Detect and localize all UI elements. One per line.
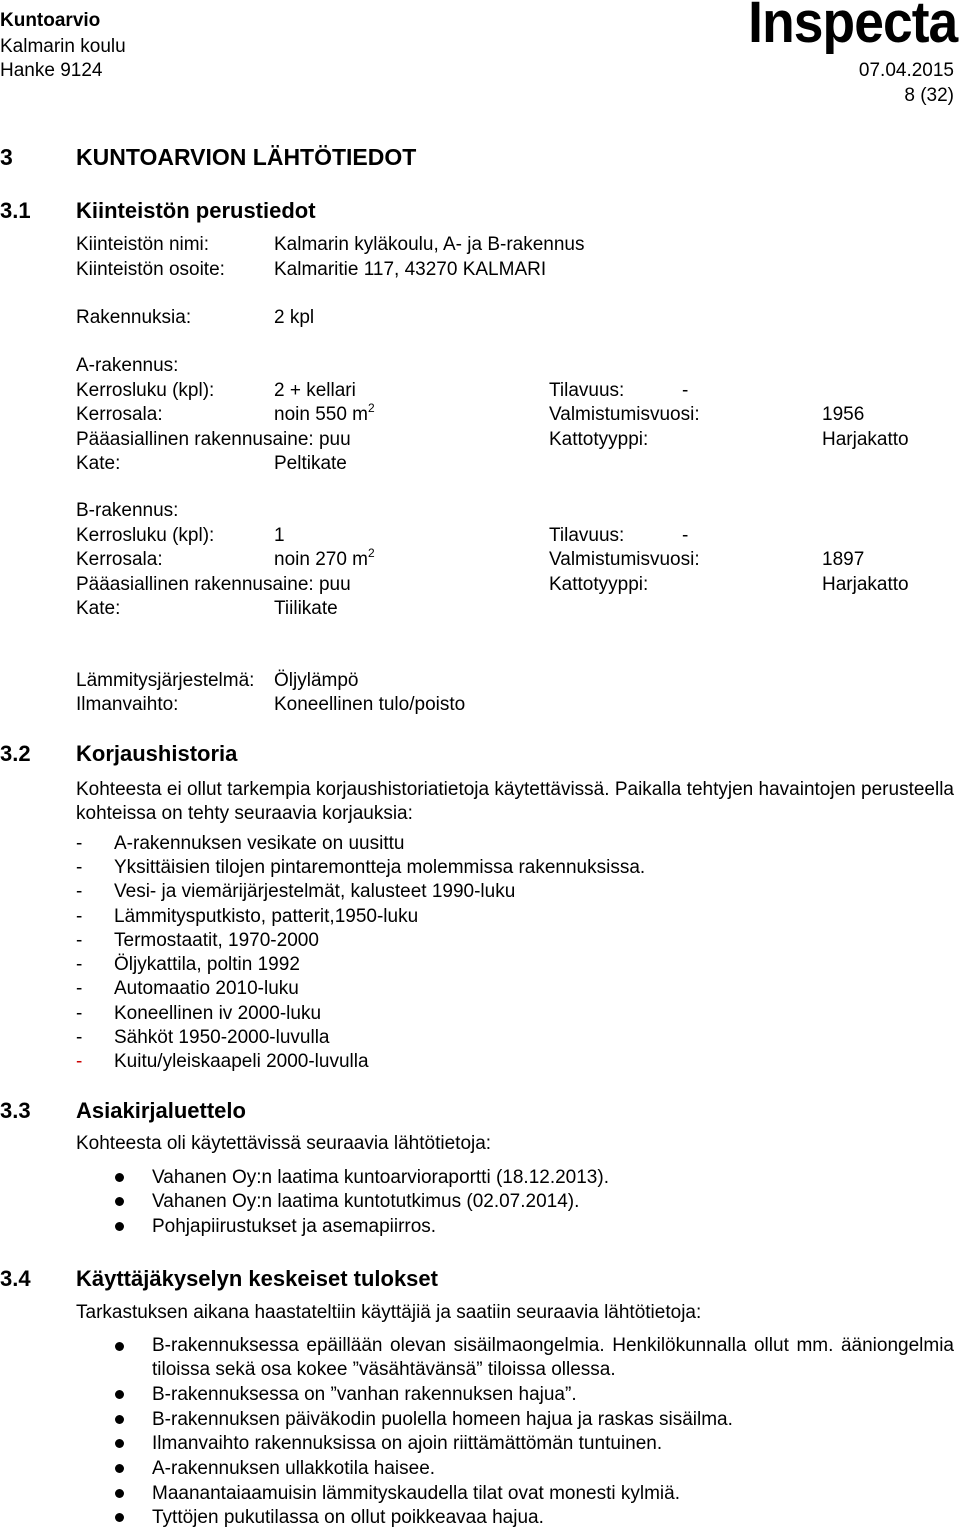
bullet-icon: [115, 1513, 124, 1522]
year-label: Valmistumisvuosi:: [549, 549, 700, 570]
list-item: [76, 930, 319, 951]
ventilation-label: Ilmanvaihto:: [76, 694, 179, 715]
material-label: Pääasiallinen rakennusaine: puu: [76, 574, 351, 595]
bullet-icon: [115, 1489, 124, 1498]
list-item: B-rakennuksessa on ”vanhan rakennuksen hajua”.: [152, 1384, 577, 1405]
buildings-label: Rakennuksia:: [76, 307, 192, 328]
roofing-value: Peltikate: [274, 453, 347, 474]
list-item: Vahanen Oy:n laatima kuntoarvioraportti (18.12.2013).: [152, 1167, 609, 1188]
roof-type-label: Kattotyyppi:: [549, 574, 649, 595]
survey-intro: Tarkastuksen aikana haastateltiin käyttäjiä ja saatiin seuraavia lähtötietoja:: [76, 1302, 702, 1323]
list-item: Pohjapiirustukset ja asemapiirros.: [152, 1216, 437, 1237]
list-item: [76, 857, 646, 878]
volume-label: Tilavuus:: [549, 380, 625, 401]
list-dash: -: [76, 857, 83, 878]
list-dash: -: [76, 833, 83, 854]
list-item: [76, 954, 300, 975]
roof-type-label: Kattotyyppi:: [549, 429, 649, 450]
repair-intro: Kohteesta ei ollut tarkempia korjaushistoriatietoja käytettävissä. Paikalla tehtyjen havaintojen perusteella kohteissa on tehty seuraavia korjauksia:: [76, 779, 954, 824]
year-value: 1897: [822, 549, 865, 570]
heating-value: Öljylämpö: [274, 670, 359, 691]
list-dash: -: [76, 881, 83, 902]
list-item: [76, 1003, 322, 1024]
bullet-icon: [115, 1415, 124, 1424]
bullet-icon: [115, 1197, 124, 1206]
list-item: B-rakennuksessa epäillään olevan sisäilmaongelmia. Henkilökunnalla ollut mm. ääniongelmia tiloissa sekä osa kokee ”väsähtävänsä” tiloissa ollessa.: [152, 1335, 954, 1380]
subsection-number: 3.3: [0, 1098, 31, 1123]
heating-label: Lämmitysjärjestelmä:: [76, 670, 255, 691]
building-b-heading: B-rakennus:: [76, 500, 179, 521]
list-dash: -: [76, 906, 83, 927]
documents-intro: Kohteesta oli käytettävissä seuraavia lähtötietoja:: [76, 1133, 492, 1154]
list-dash: -: [76, 978, 83, 999]
property-name-label: Kiinteistön nimi:: [76, 234, 210, 255]
list-item: Ilmanvaihto rakennuksissa on ajoin riittämättömän tuntuinen.: [152, 1433, 663, 1454]
section-title: KUNTOARVION LÄHTÖTIEDOT: [76, 144, 417, 170]
list-item: Maanantaiaamuisin lämmityskaudella tilat ovat monesti kylmiä.: [152, 1483, 681, 1504]
building-a-heading: A-rakennus:: [76, 355, 179, 376]
floors-value: 2 + kellari: [274, 380, 356, 401]
property-address-label: Kiinteistön osoite:: [76, 259, 225, 280]
floors-label: Kerrosluku (kpl):: [76, 525, 215, 546]
list-item: B-rakennuksen päiväkodin puolella homeen hajua ja raskas sisäilma.: [152, 1409, 733, 1430]
subsection-number: 3.4: [0, 1266, 31, 1291]
bullet-icon: [115, 1222, 124, 1231]
list-item: [76, 1027, 330, 1048]
roof-type-value: Harjakatto: [822, 429, 909, 450]
list-item-text: Termostaatit, 1970-2000: [114, 930, 319, 951]
list-item: Vahanen Oy:n laatima kuntotutkimus (02.07.2014).: [152, 1191, 580, 1212]
bullet-icon: [115, 1173, 124, 1182]
volume-value: -: [682, 525, 689, 546]
bullet-icon: [115, 1439, 124, 1448]
page-number: 8 (32): [904, 85, 954, 106]
list-item: [76, 906, 419, 927]
material-label: Pääasiallinen rakennusaine: puu: [76, 429, 351, 450]
list-item-text: Yksittäisien tilojen pintaremontteja molemmissa rakennuksissa.: [114, 857, 646, 878]
list-item: [76, 978, 299, 999]
list-item-text: Koneellinen iv 2000-luku: [114, 1003, 322, 1024]
property-address-value: Kalmaritie 117, 43270 KALMARI: [274, 259, 547, 280]
list-item: Tyttöjen pukutilassa on ollut poikkeavaa hajua.: [152, 1507, 544, 1528]
list-item-text: Sähköt 1950-2000-luvulla: [114, 1027, 330, 1048]
property-name-value: Kalmarin kyläkoulu, A- ja B-rakennus: [274, 234, 585, 255]
area-label: Kerrosala:: [76, 549, 163, 570]
roofing-label: Kate:: [76, 598, 121, 619]
volume-value: -: [682, 380, 689, 401]
list-item-text: Kuitu/yleiskaapeli 2000-luvulla: [114, 1051, 369, 1072]
subsection-title: Käyttäjäkyselyn keskeiset tulokset: [76, 1266, 438, 1291]
floors-value: 1: [274, 525, 285, 546]
subsection-number: 3.1: [0, 198, 31, 223]
list-item: [76, 1051, 369, 1072]
list-item: [76, 881, 516, 902]
bullet-icon: [115, 1464, 124, 1473]
subsection-title: Asiakirjaluettelo: [76, 1098, 246, 1123]
list-item-text: Öljykattila, poltin 1992: [114, 954, 300, 975]
roofing-value: Tiilikate: [274, 598, 338, 619]
area-label: Kerrosala:: [76, 404, 163, 425]
report-date: 07.04.2015: [858, 60, 954, 81]
year-value: 1956: [822, 404, 865, 425]
list-item-text: Automaatio 2010-luku: [114, 978, 299, 999]
list-dash: -: [76, 1003, 83, 1024]
project-number: Hanke 9124: [0, 60, 103, 81]
list-dash: -: [76, 1051, 83, 1072]
list-item: [76, 833, 405, 854]
roof-type-value: Harjakatto: [822, 574, 909, 595]
buildings-value: 2 kpl: [274, 307, 315, 328]
list-dash: -: [76, 954, 83, 975]
ventilation-value: Koneellinen tulo/poisto: [274, 694, 466, 715]
site-name: Kalmarin koulu: [0, 36, 126, 57]
inspecta-logo: Inspecta: [747, 0, 957, 55]
doc-type: Kuntoarvio: [0, 10, 101, 31]
list-item: A-rakennuksen ullakkotila haisee.: [152, 1458, 436, 1479]
subsection-title: Kiinteistön perustiedot: [76, 198, 316, 223]
list-item-text: Vesi- ja viemärijärjestelmät, kalusteet 1990-luku: [114, 881, 516, 902]
subsection-number: 3.2: [0, 741, 31, 766]
floors-label: Kerrosluku (kpl):: [76, 380, 215, 401]
section-number: 3: [0, 144, 13, 170]
roofing-label: Kate:: [76, 453, 121, 474]
subsection-title: Korjaushistoria: [76, 741, 238, 766]
area-value: noin 270 $m^2$: [274, 546, 375, 570]
year-label: Valmistumisvuosi:: [549, 404, 700, 425]
area-value: noin 550 $m^2$: [274, 401, 375, 425]
list-item-text: A-rakennuksen vesikate on uusittu: [114, 833, 405, 854]
list-dash: -: [76, 1027, 83, 1048]
volume-label: Tilavuus:: [549, 525, 625, 546]
bullet-icon: [115, 1342, 124, 1351]
list-item-text: Lämmitysputkisto, patterit,1950-luku: [114, 906, 419, 927]
bullet-icon: [115, 1390, 124, 1399]
list-dash: -: [76, 930, 83, 951]
